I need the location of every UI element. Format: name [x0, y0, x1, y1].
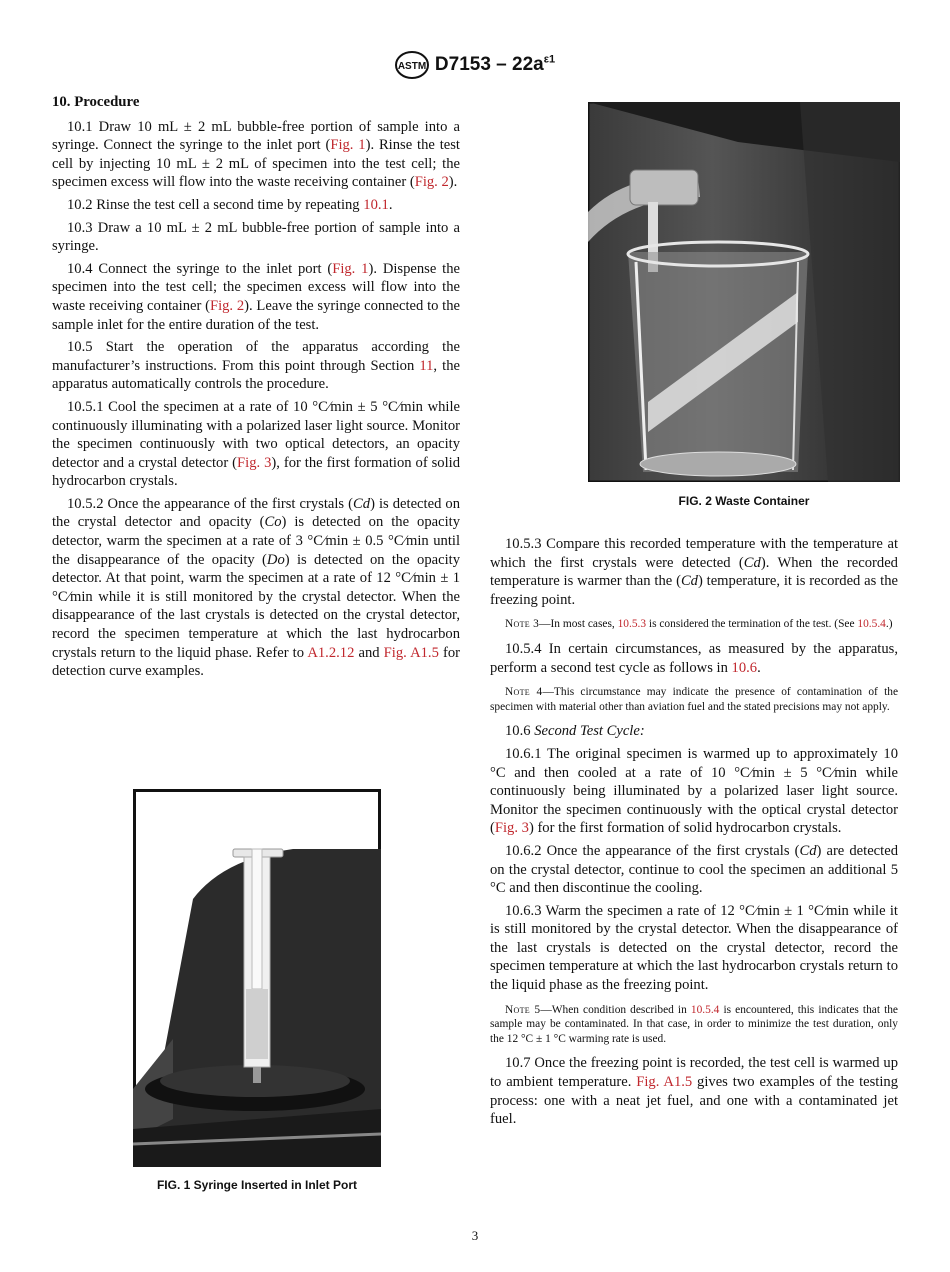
astm-logo-icon [395, 50, 429, 80]
right-column [490, 535, 898, 1133]
para-10-5-4: 10.5.4 In certain circumstances, as measured by the apparatus, perform a second test cycle as follows in 10.6. [490, 640, 898, 676]
link-fig-1[interactable]: Fig. 1 [330, 137, 366, 154]
para-10-4: 10.4 Connect the syringe to the inlet port (Fig. 1). Dispense the specimen into the test cell; the specimen excess will flow into the waste receiving container (Fig. 2). Leave the syringe connected to the sample inlet for the entire duration of the test. [52, 260, 461, 333]
link-a1-2-12[interactable]: A1.2.12 [307, 644, 355, 661]
syringe-illustration [133, 789, 381, 1167]
waste-container-illustration [588, 102, 900, 482]
para-10-6-1: 10.6.1 The original specimen is warmed up to approximately 10 °C and then cooled at a rate of 10 °C⁄min ± 5 °C⁄min while continuously being illuminated by a polarized laser light source. Monitor the specimen continuously with the optical crystal detector (Fig. 3) for the first formation of solid hydrocarbon crystals. [490, 745, 898, 837]
para-10-2: 10.2 Rinse the test cell a second time by repeating 10.1. [67, 196, 393, 213]
note-3: Note 3—In most cases, 10.5.3 is considered the termination of the test. (See 10.5.4.) [505, 618, 893, 631]
figure-1-image [133, 789, 381, 1167]
link-fig-a1-5[interactable]: Fig. A1.5 [636, 1074, 693, 1091]
link-fig-2[interactable]: Fig. 2 [414, 174, 449, 191]
figure-1-caption: FIG. 1 Syringe Inserted in Inlet Port [156, 1178, 358, 1192]
link-10-5-3[interactable]: 10.5.3 [617, 618, 647, 631]
para-10-5-3: 10.5.3 Compare this recorded temperature with the temperature at which the first crystals were detected (Cd). When the recorded temperature is warmer than the (Cd) temperature, it is recorded as the freezing point. [490, 536, 898, 608]
page-header [0, 50, 950, 80]
para-10-6-3: 10.6.3 Warm the specimen a rate of 12 °C⁄min ± 1 °C⁄min while it is still monitored by the crystal detector. When the disappearance of the last crystals is detected on the crystal detector, record the specimen temperature at which the last hydrocarbon crystals return to the liquid phase as the freezing point. [490, 902, 898, 994]
figure-2-caption: FIG. 2 Waste Container [678, 494, 810, 508]
para-10-7: 10.7 Once the freezing point is recorded, the test cell is warmed up to ambient temperature. Fig. A1.5 gives two examples of the testing process: one with a neat jet fuel, and one with a contaminated jet fuel. [490, 1055, 899, 1128]
link-fig-1[interactable]: Fig. 1 [332, 260, 369, 277]
para-10-3: 10.3 Draw a 10 mL ± 2 mL bubble-free portion of sample into a syringe. [52, 219, 460, 255]
link-10-5-4[interactable]: 10.5.4 [857, 618, 886, 631]
note-4: Note 4—This circumstance may indicate the presence of contamination of the specimen with material other than aviation fuel and the stated precisions may not apply. [490, 686, 899, 713]
designation: D7153 – 22a [434, 54, 544, 76]
para-10-6: 10.6 Second Test Cycle: [505, 723, 645, 740]
link-10-5-4[interactable]: 10.5.4 [690, 1003, 720, 1016]
designation-superscript: ε1 [543, 53, 556, 66]
note-5: Note 5—When condition described in 10.5.4 is encountered, this indicates that the sample may be contaminated. In that case, in order to minimize the test duration, only the 12 °C ± 1 °C warming rate is used. [490, 1003, 898, 1045]
link-10-6[interactable]: 10.6 [731, 659, 758, 676]
link-fig-2[interactable]: Fig. 2 [209, 297, 245, 314]
link-section-11[interactable]: 11 [419, 357, 434, 374]
link-10-1[interactable]: 10.1 [363, 196, 389, 213]
para-10-6-2: 10.6.2 Once the appearance of the first crystals (Cd) are detected on the crystal detector, continue to cool the specimen an additional 5 °C and then discontinue the cooling. [490, 842, 898, 897]
para-10-5-2: 10.5.2 Once the appearance of the first crystals (Cd) is detected on the crystal detector and opacity (Co) is detected on the opacity detector, warm the specimen at a rate of 3 °C⁄min ± 0.5 °C⁄min until the disappearance of the opacity (Do) is detected on the opacity detector. At that point, warm the specimen at a rate of 12 °C⁄min ± 1 °C⁄min while it is still monitored by the crystal detector. When the disappearance of the last crystals is detected on the crystal detector, record the specimen temperature at which the last hydrocarbon crystals return to the liquid phase. Refer to A1.2.12 and Fig. A1.5 for detection curve examples. [52, 495, 461, 680]
para-10-5: 10.5 Start the operation of the apparatus according the manufacturer’s instructions. From this point through Section 11, the apparatus automatically controls the procedure. [52, 339, 460, 393]
para-10-5-1: 10.5.1 Cool the specimen at a rate of 10 °C⁄min ± 5 °C⁄min while continuously illuminating with a polarized laser light source. Monitor the specimen continuously with two optical detectors, an opacity detector and a crystal detector (Fig. 3), for the first formation of solid hydrocarbon crystals. [52, 398, 461, 490]
section-heading: 10. Procedure [52, 94, 140, 110]
para-10-1: 10.1 Draw 10 mL ± 2 mL bubble-free portion of sample into a syringe. Connect the syringe to the inlet port (Fig. 1). Rinse the test cell by injecting 10 mL ± 2 mL of specimen into the test cell; the specimen excess will flow into the waste receiving container (Fig. 2). [52, 118, 460, 191]
figure-2-image [588, 102, 900, 482]
link-fig-a1-5[interactable]: Fig. A1.5 [383, 644, 439, 661]
page-number: 3 [471, 1228, 479, 1243]
svg-text:ASTM: ASTM [397, 61, 427, 72]
left-column [52, 93, 460, 685]
link-fig-3[interactable]: Fig. 3 [494, 820, 529, 837]
link-fig-3[interactable]: Fig. 3 [237, 454, 272, 471]
